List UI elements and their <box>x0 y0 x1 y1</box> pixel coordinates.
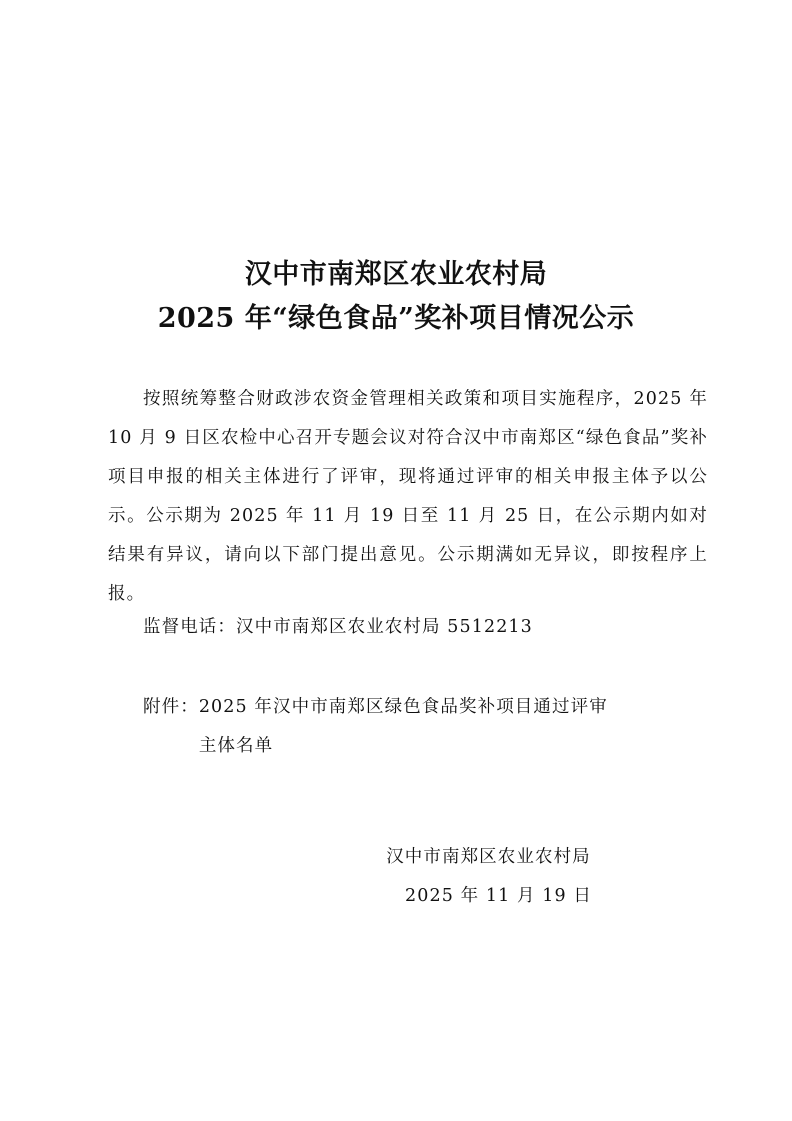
signature-block <box>385 838 592 916</box>
attachment-text <box>199 688 659 766</box>
signature-date: 2025 年 11 月 19 日 <box>405 886 592 906</box>
document-title <box>0 253 792 341</box>
body-paragraph: 按照统筹整合财政涉农资金管理相关政策和项目实施程序，2025 年 10 月 9 日区农检中心召开专题会议对符合汉中市南郑区“绿色食品”奖补项目申报的相关主体进行了评审，现将通过评审的相关申报主体予以公示。公示期为 2025 年 11 月 19 日至 11 月 25 日，在公示期内如对结果有异议，请向以下部门提出意见。公示期满如无异议，即按程序上报。 <box>108 389 708 604</box>
contact-line <box>143 608 533 647</box>
attachment-label: 附件： <box>143 697 199 717</box>
attachment-line-2: 主体名单 <box>198 736 274 756</box>
signature-org: 汉中市南郑区农业农村局 <box>386 847 591 867</box>
attachment-line-1: 2025 年汉中市南郑区绿色食品奖补项目通过评审 <box>198 697 608 717</box>
contact-label: 监督电话： <box>143 617 236 637</box>
attachment-block <box>143 688 659 766</box>
title-line-1: 汉中市南郑区农业农村局 <box>244 259 548 290</box>
contact-value: 汉中市南郑区农业农村局 5512213 <box>236 617 533 637</box>
title-line-2: 2025 年“绿色食品”奖补项目情况公示 <box>157 303 635 334</box>
